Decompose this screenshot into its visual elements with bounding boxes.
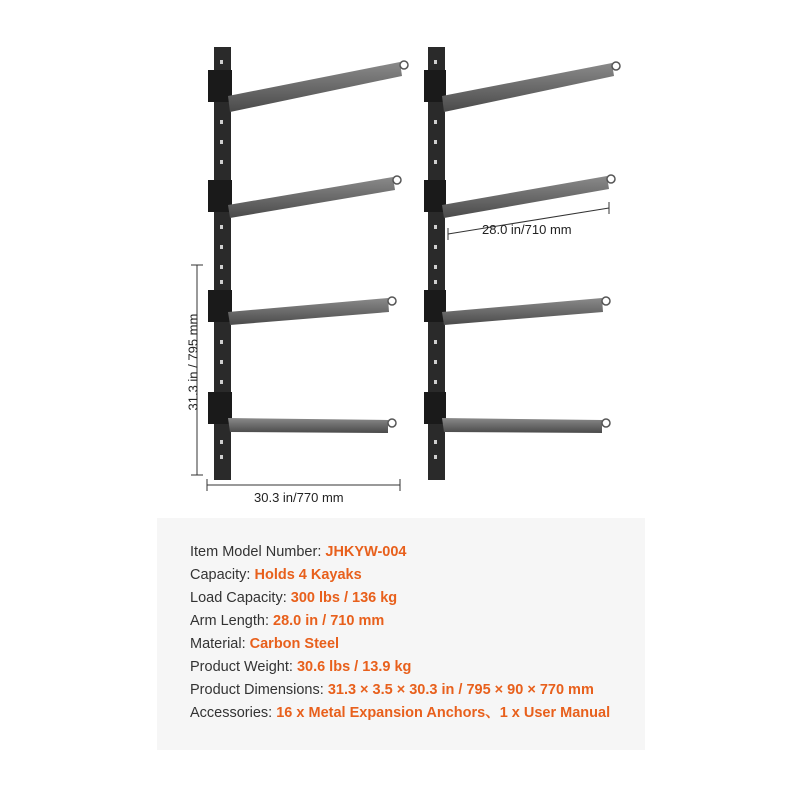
spec-value: Carbon Steel [249,636,340,652]
width-dimension: 30.3 in/770 mm [254,490,344,505]
spec-label: Product Weight: [190,659,297,675]
spec-value: 31.3 × 3.5 × 30.3 in / 795 × 90 × 770 mm [327,682,594,698]
spec-value: 30.6 lbs / 13.9 kg [296,659,412,675]
spec-row-accessories [190,704,610,722]
spec-label: Accessories: [190,705,277,721]
arm-length-dimension: 28.0 in/710 mm [482,222,572,237]
spec-value: 16 x Metal Expansion Anchors、1 x User Manual [276,705,611,721]
spec-row-arm-length [190,612,384,630]
spec-value: 300 lbs / 136 kg [290,590,398,606]
spec-row-capacity [190,566,362,584]
spec-label: Material: [190,636,250,652]
left-arms [228,62,402,433]
dimension-lines [191,202,609,491]
spec-row-weight [190,658,411,676]
spec-row-dimensions [190,681,594,699]
arm-tip-hooks [388,61,620,427]
spec-row-material [190,635,339,653]
spec-value: JHKYW-004 [325,544,407,560]
spec-value: 28.0 in / 710 mm [273,613,385,629]
spec-row-load-capacity [190,589,397,607]
spec-panel [157,518,645,750]
spec-label: Capacity: [190,567,255,583]
spec-row-model [190,543,407,561]
spec-value: Holds 4 Kayaks [254,567,362,583]
spec-label: Load Capacity: [190,590,291,606]
right-arms [442,63,614,433]
spec-label: Item Model Number: [190,544,326,560]
spec-label: Product Dimensions: [190,682,328,698]
brackets [208,70,446,424]
height-dimension: 31.3 in / 795 mm [185,313,201,411]
spec-label: Arm Length: [190,613,274,629]
